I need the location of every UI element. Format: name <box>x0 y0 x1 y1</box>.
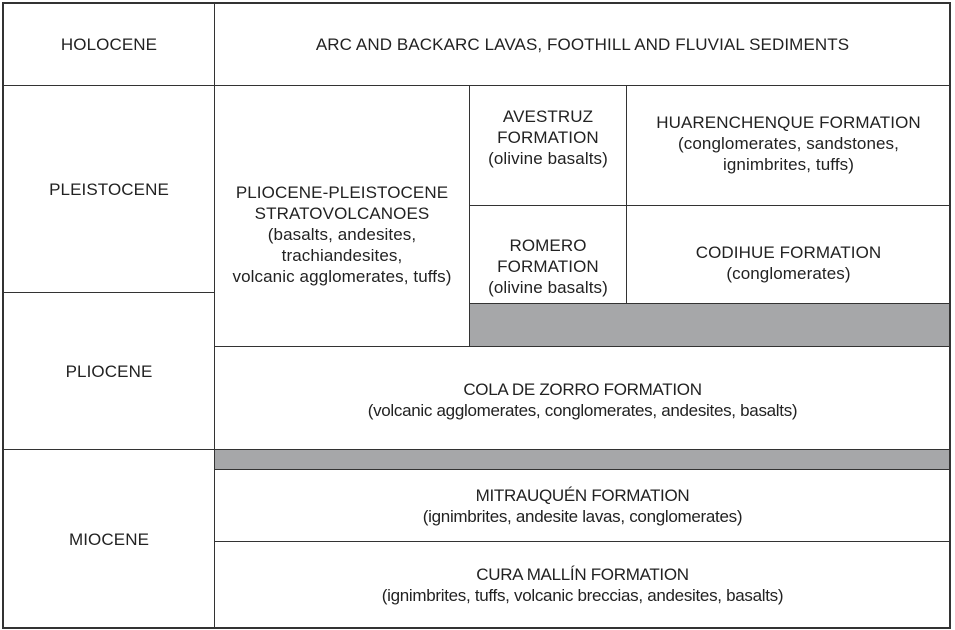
hiatus-band-lower <box>214 449 951 470</box>
unit-avestruz-formation <box>469 85 627 206</box>
unit-name-line: PLIOCENE-PLEISTOCENE <box>235 183 449 202</box>
unit-lithology-line: trachiandesites, <box>281 246 403 265</box>
unit-lithology: (volcanic agglomerates, conglomerates, andesites, basalts) <box>367 401 798 420</box>
unit-lithology: (olivine basalts) <box>488 278 608 297</box>
unit-name-line: STRATOVOLCANOES <box>254 204 430 223</box>
epoch-pliocene <box>3 292 215 450</box>
unit-cola-de-zorro-formation <box>214 346 951 450</box>
hiatus-band-upper <box>469 303 951 347</box>
unit-lithology: (conglomerates) <box>726 264 851 283</box>
unit-romero-formation <box>469 205 627 304</box>
unit-huarenchenque-formation <box>626 85 951 206</box>
unit-arc-backarc-deposits <box>214 3 951 86</box>
unit-name-line: FORMATION <box>497 128 599 147</box>
unit-name: MITRAUQUÉN FORMATION <box>475 485 690 505</box>
epoch-label: PLEISTOCENE <box>49 179 169 199</box>
unit-name: COLA DE ZORRO FORMATION <box>463 380 702 399</box>
unit-mitrauquen-formation <box>214 469 951 542</box>
epoch-label: MIOCENE <box>68 529 150 549</box>
unit-name-line: ROMERO <box>509 236 587 255</box>
unit-lithology: (ignimbrites, andesite lavas, conglomerates) <box>422 506 743 526</box>
unit-lithology-line: (basalts, andesites, <box>267 225 417 244</box>
epoch-holocene <box>3 3 215 86</box>
unit-name-line: FORMATION <box>497 257 599 276</box>
unit-lithology-line: (conglomerates, sandstones, <box>678 134 899 153</box>
unit-cura-mallin-formation <box>214 541 951 629</box>
epoch-pleistocene <box>3 85 215 293</box>
unit-name: ARC AND BACKARC LAVAS, FOOTHILL AND FLUVIAL SEDIMENTS <box>315 35 850 54</box>
unit-name: CODIHUE FORMATION <box>695 243 882 262</box>
unit-lithology: (olivine basalts) <box>488 149 608 168</box>
unit-name-line: AVESTRUZ <box>502 107 594 126</box>
epoch-label: PLIOCENE <box>65 361 153 381</box>
unit-lithology-line: ignimbrites, tuffs) <box>722 155 855 174</box>
epoch-label: HOLOCENE <box>60 35 158 54</box>
epoch-miocene <box>3 449 215 629</box>
unit-name: CURA MALLÍN FORMATION <box>476 565 689 584</box>
unit-name: HUARENCHENQUE FORMATION <box>656 113 921 132</box>
unit-codihue-formation <box>626 205 951 304</box>
unit-pliocene-pleistocene-stratovolcanoes <box>214 85 470 347</box>
unit-lithology-line: volcanic agglomerates, tuffs) <box>232 267 452 286</box>
unit-lithology: (ignimbrites, tuffs, volcanic breccias, andesites, basalts) <box>381 586 784 605</box>
